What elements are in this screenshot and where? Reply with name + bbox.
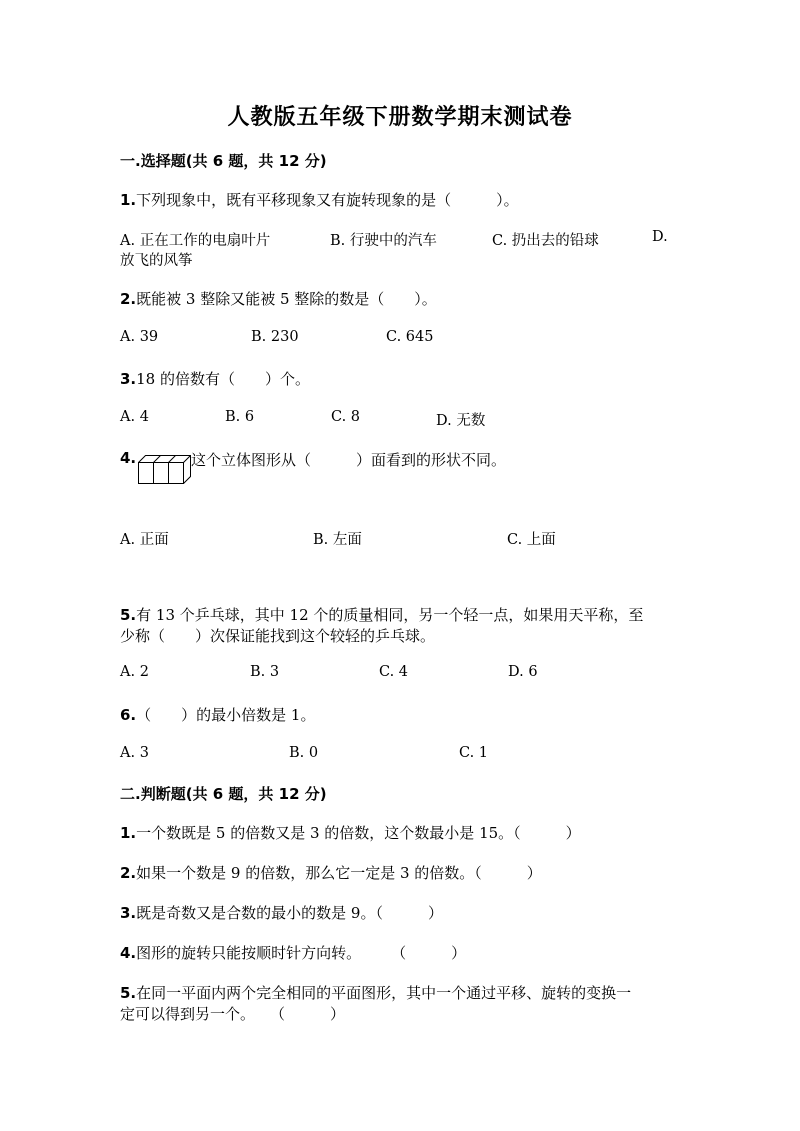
question-text: 在同一平面内两个完全相同的平面图形，其中一个通过平移、旋转的变换一 (136, 984, 632, 1002)
question-text: 既是奇数又是合数的最小的数是 9。（ ） (136, 904, 443, 922)
mc-1-option-c: C. 扔出去的铅球 (492, 233, 599, 249)
mc-5-option-b: B. 3 (250, 664, 280, 680)
question-number: 5. (120, 984, 137, 1002)
mc-6-option-a: A. 3 (120, 745, 149, 761)
mc-2-option-a: A. 39 (120, 329, 159, 345)
mc-question-5 (120, 604, 643, 625)
question-number: 1. (120, 824, 137, 842)
question-text: 如果一个数是 9 的倍数，那么它一定是 3 的倍数。（ ） (136, 864, 542, 882)
question-number: 5. (120, 606, 137, 624)
mc-6-option-b: B. 0 (289, 745, 319, 761)
question-number: 6. (120, 706, 137, 724)
three-cubes-figure (137, 454, 191, 486)
question-text: 既能被 3 整除又能被 5 整除的数是（ ）。 (136, 290, 437, 308)
mc-4-option-b: B. 左面 (313, 532, 362, 548)
mc-5-option-a: A. 2 (120, 664, 149, 680)
question-number: 4. (120, 944, 137, 962)
tf-question-1 (120, 822, 581, 843)
mc-question-2 (120, 288, 437, 309)
mc-4-option-a: A. 正面 (120, 532, 169, 548)
question-number: 3. (120, 370, 137, 388)
mc-5-option-c: C. 4 (379, 664, 409, 680)
question-text: 下列现象中，既有平移现象又有旋转现象的是（ ）。 (136, 191, 519, 209)
tf-question-2 (120, 862, 542, 883)
mc-3-option-d: D. 无数 (436, 413, 486, 429)
tf-question-3 (120, 902, 443, 923)
question-number: 3. (120, 904, 137, 922)
tf-question-4 (120, 942, 466, 963)
tf-question-5-line2: 定可以得到另一个。 （ ） (120, 1005, 346, 1023)
mc-1-option-b: B. 行驶中的汽车 (330, 233, 437, 249)
question-text: 一个数既是 5 的倍数又是 3 的倍数，这个数最小是 15。（ ） (136, 824, 581, 842)
question-number: 1. (120, 191, 137, 209)
tf-question-5 (120, 982, 631, 1003)
question-number: 4. (120, 449, 137, 467)
question-number: 2. (120, 864, 137, 882)
mc-5-option-d: D. 6 (508, 664, 538, 680)
mc-question-5-line2: 少称（ ）次保证能找到这个较轻的乒乓球。 (120, 627, 436, 645)
mc-4-option-c: C. 上面 (507, 532, 556, 548)
section-heading-choice: 一.选择题(共 6 题，共 12 分) (120, 152, 327, 170)
mc-1-option-a: A. 正在工作的电扇叶片 (120, 233, 271, 249)
question-text: （ ）的最小倍数是 1。 (136, 706, 316, 724)
mc-3-option-c: C. 8 (331, 409, 361, 425)
mc-1-option-d-text: 放飞的风筝 (120, 253, 193, 269)
question-text: 有 13 个乒乓球，其中 12 个的质量相同，另一个轻一点，如果用天平称，至 (136, 606, 644, 624)
page-title: 人教版五年级下册数学期末测试卷 (227, 104, 573, 130)
question-text: 图形的旋转只能按顺时针方向转。 （ ） (136, 944, 467, 962)
question-text: 18 的倍数有（ ）个。 (136, 370, 310, 388)
mc-question-6 (120, 704, 315, 725)
section-heading-judgment: 二.判断题(共 6 题，共 12 分) (120, 785, 327, 803)
mc-question-3 (120, 368, 310, 389)
mc-2-option-b: B. 230 (251, 329, 299, 345)
mc-question-1 (120, 189, 519, 210)
mc-3-option-b: B. 6 (225, 409, 255, 425)
mc-question-4: 这个立体图形从（ ）面看到的形状不同。 (191, 451, 507, 469)
mc-2-option-c: C. 645 (386, 329, 434, 345)
mc-3-option-a: A. 4 (120, 409, 149, 425)
mc-question-4-number (120, 449, 136, 467)
question-number: 2. (120, 290, 137, 308)
mc-6-option-c: C. 1 (459, 745, 489, 761)
mc-1-option-d: D. (652, 229, 668, 245)
